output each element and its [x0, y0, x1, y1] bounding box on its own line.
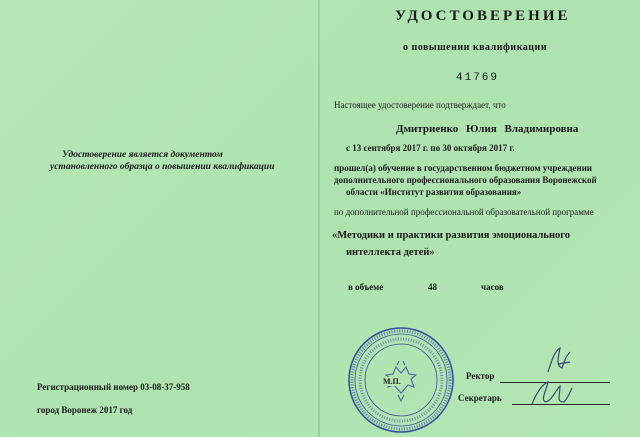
course-title-line-2: интеллекта детей»: [346, 247, 435, 258]
course-title-line-1: «Методики и практики развития эмоционального: [332, 230, 571, 241]
rector-signature-icon: [540, 340, 580, 380]
hours-value: 48: [428, 282, 437, 292]
left-note-line-2: установленного образца о повышении квалификации: [50, 162, 275, 172]
left-note-line-1: Удостоверение является документом: [62, 150, 223, 160]
volume-label: в объеме: [348, 282, 384, 292]
training-line-3: области «Институт развития образования»: [346, 187, 522, 197]
confirm-text: Настоящее удостоверение подтверждает, что: [334, 100, 506, 110]
training-line-1: прошел(а) обучение в государственном бюджетном учреждении: [334, 163, 592, 173]
fold-line: [318, 0, 320, 437]
training-line-2: дополнительного профессионального образования Воронежской: [334, 175, 597, 185]
rector-label: Ректор: [466, 371, 495, 381]
city-year: город Воронеж 2017 год: [37, 405, 133, 415]
secretary-signature-icon: [526, 376, 576, 410]
secretary-label: Секретарь: [458, 393, 502, 403]
program-text: по дополнительной профессиональной образовательной программе: [334, 207, 594, 217]
certificate-number: 41769: [456, 72, 500, 84]
person-name: Дмитриенко Юлия Владимировна: [396, 123, 579, 135]
certificate-subtitle: о повышении квалификации: [403, 42, 548, 53]
registration-number: Регистрационный номер 03-08-37-958: [37, 382, 190, 392]
training-dates: с 13 сентября 2017 г. по 30 октября 2017 г.: [346, 143, 515, 153]
seal-label: М.П.: [383, 377, 401, 386]
hours-label: часов: [481, 282, 504, 292]
certificate-title: УДОСТОВЕРЕНИЕ: [395, 8, 571, 24]
